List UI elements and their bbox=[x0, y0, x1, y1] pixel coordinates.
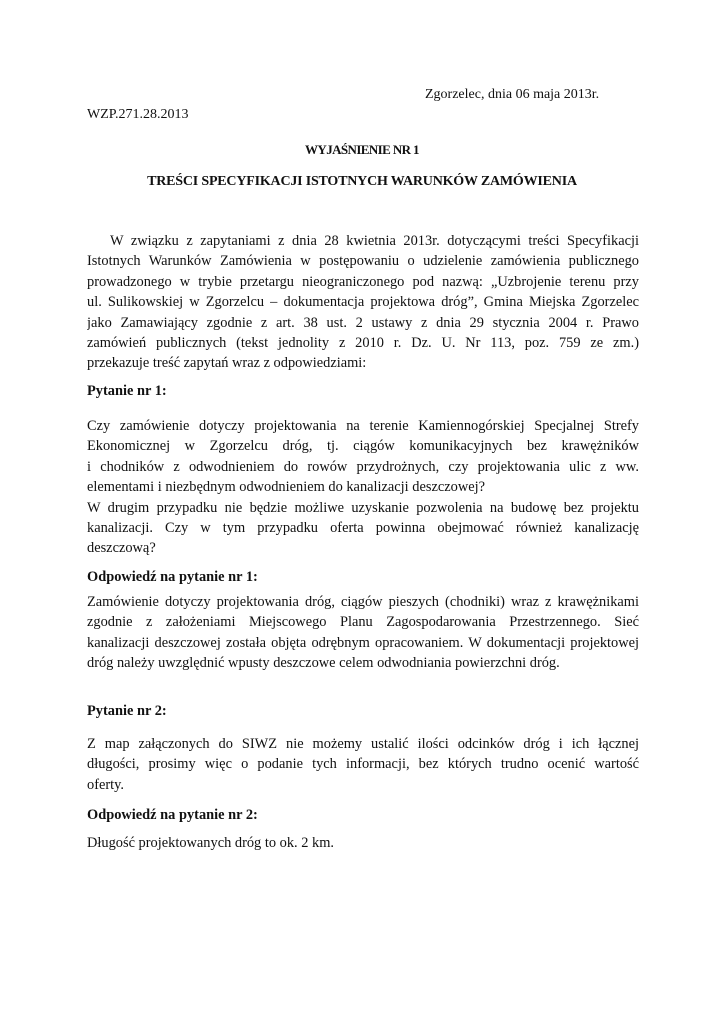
text-line: elementami i niezbędnym odwodnieniem do kanalizacji deszczowej? bbox=[87, 479, 485, 496]
answer-2-heading: Odpowiedź na pytanie nr 2: bbox=[87, 807, 258, 823]
question-2-heading: Pytanie nr 2: bbox=[87, 703, 167, 719]
text-line: Zamówienie dotyczy projektowania dróg, ciągów pieszych (chodniki) wraz z krawężnikami bbox=[87, 594, 639, 610]
answer-1-text bbox=[87, 592, 639, 674]
document-subtitle: TREŚCI SPECYFIKACJI ISTOTNYCH WARUNKÓW ZAMÓWIENIA bbox=[147, 174, 577, 189]
place-date: Zgorzelec, dnia 06 maja 2013r. bbox=[425, 87, 600, 102]
question-2-heading-block bbox=[87, 701, 639, 721]
text-line: prowadzonego w trybie przetargu nieograniczonego pod nazwą: „Uzbrojenie terenu przy bbox=[87, 273, 639, 290]
text-line: oferty. bbox=[87, 776, 125, 793]
answer-2-heading-block bbox=[87, 805, 639, 825]
reference-number: WZP.271.28.2013 bbox=[87, 107, 189, 122]
text-line: przekazuje treść zapytań wraz z odpowiedziami: bbox=[87, 355, 367, 372]
text-line: Ekonomicznej w Zgorzelcu dróg, tj. ciągów komunikacyjnych bez krawężników bbox=[87, 438, 639, 455]
text-line: zgodnie z założeniami Miejscowego Planu Zagospodarowania Przestrzennego. Sieć bbox=[87, 614, 639, 631]
answer-1-heading-block bbox=[87, 567, 639, 587]
text-line: zamówień publicznych (tekst jednolity z 2010 r. Dz. U. Nr 113, poz. 759 ze zm.) bbox=[87, 335, 639, 352]
text-line: kanalizacji deszczowej została objęta odrębnym opracowaniem. W dokumentacji projektowej bbox=[87, 634, 639, 651]
text-line: Czy zamówienie dotyczy projektowania na terenie Kamiennogórskiej Specjalnej Strefy bbox=[87, 418, 639, 434]
text-line: W związku z zapytaniami z dnia 28 kwietnia 2013r. dotyczącymi treści Specyfikacji bbox=[110, 233, 639, 249]
text-line: długości, prosimy więc o podanie tych informacji, bez których trudno ocenić wartość bbox=[87, 756, 639, 773]
text-line: kanalizacji. Czy w tym przypadku oferta powinna obejmować również kanalizację bbox=[87, 520, 639, 537]
text-line: ul. Sulikowskiej w Zgorzelcu – dokumentacja projektowa dróg”, Gmina Miejska Zgorzelec bbox=[87, 294, 639, 311]
text-line: dróg należy uwzględnić wpusty deszczowe celem odwodniania powierzchni dróg. bbox=[87, 655, 560, 672]
question-1-text bbox=[87, 416, 639, 559]
text-line: deszczową? bbox=[87, 540, 156, 557]
document-title: WYJAŚNIENIE NR 1 bbox=[305, 142, 419, 157]
text-line: Istotnych Warunków Zamówienia w postępowaniu o udzielenie zamówienia publicznego bbox=[87, 253, 639, 270]
question-1-heading: Pytanie nr 1: bbox=[87, 383, 167, 399]
text-line: W drugim przypadku nie będzie możliwe uzyskanie pozwolenia na budowę bez projektu bbox=[87, 499, 639, 516]
text-line: jako Zamawiający zgodnie z art. 38 ust. 2 ustawy z dnia 29 stycznia 2004 r. Prawo bbox=[87, 314, 639, 331]
intro-paragraph bbox=[87, 231, 639, 374]
answer-1-heading: Odpowiedź na pytanie nr 1: bbox=[87, 569, 258, 585]
text-line: i chodników z odwodnieniem do rowów przydrożnych, czy projektowania ulic z ww. bbox=[87, 458, 639, 475]
text-line: Z map załączonych do SIWZ nie możemy ustalić ilości odcinków dróg i ich łącznej bbox=[87, 736, 639, 752]
question-2-text bbox=[87, 734, 639, 795]
answer-2-text bbox=[87, 833, 639, 853]
question-1-heading-block bbox=[87, 381, 639, 401]
text-line: Długość projektowanych dróg to ok. 2 km. bbox=[87, 835, 335, 851]
